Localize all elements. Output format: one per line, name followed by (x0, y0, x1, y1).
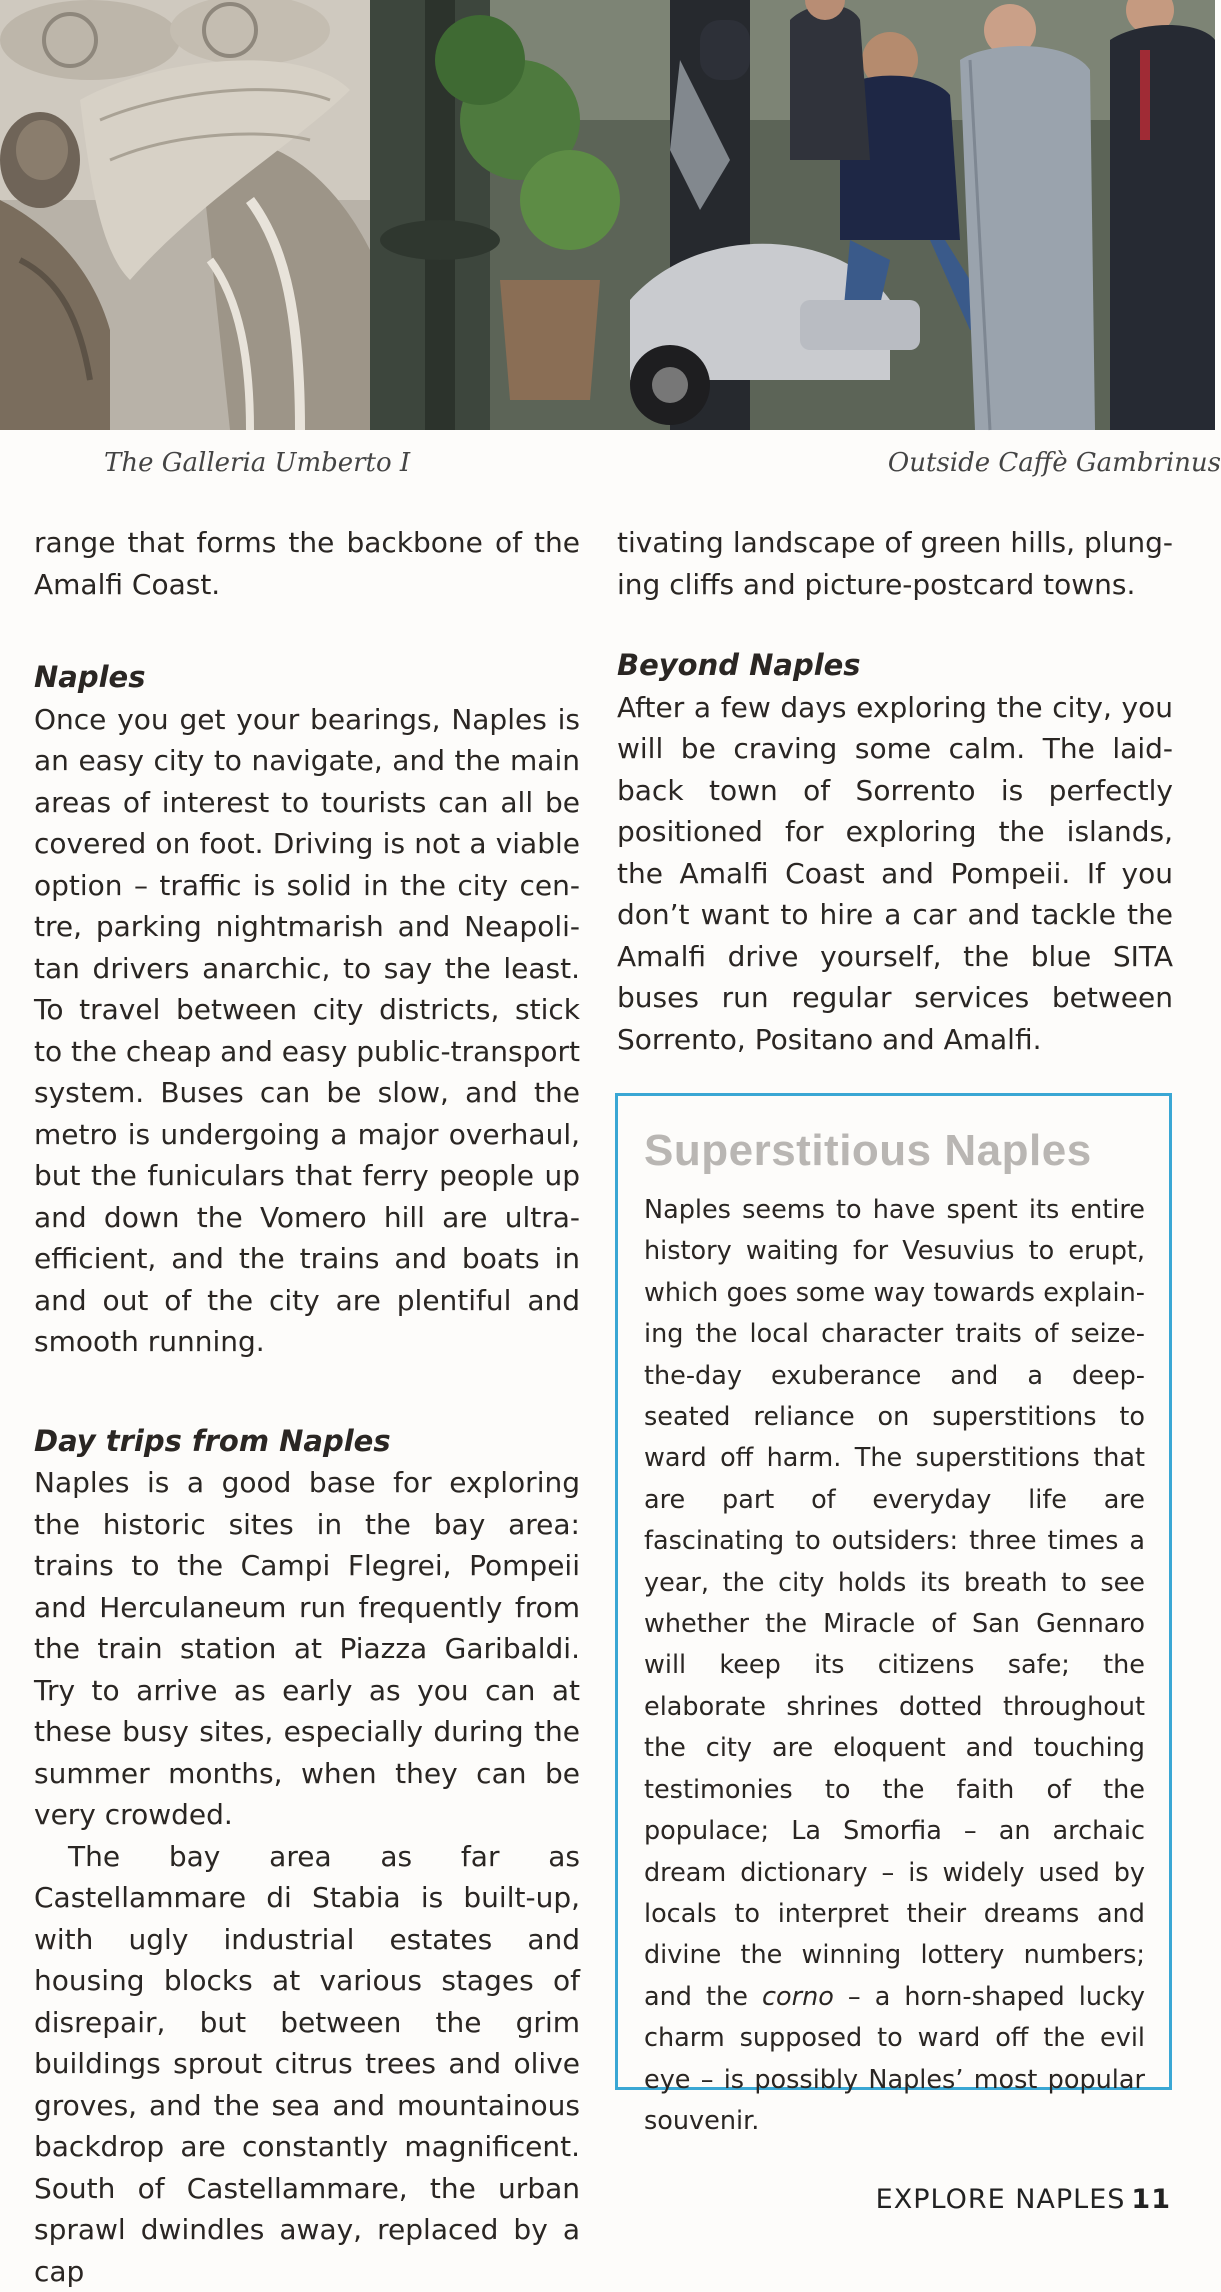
galleria-umberto-photo (0, 0, 370, 430)
intro-paragraph: range that forms the backbone of the Amalfi Coast. (34, 522, 580, 605)
caption-galleria: The Galleria Umberto I (104, 448, 410, 478)
photo-strip (0, 0, 1215, 430)
street-scene-image (370, 0, 1215, 430)
superstitious-naples-box (615, 1093, 1172, 2090)
galleria-statue-image (0, 0, 370, 430)
sidebar-text-before: Naples seems to have spent its entire history waiting for Vesuvius to erupt, which goes some way towards explaining the local character traits of seize-the-day exuberance and a deep-seated reliance on superstitions to ward off harm. The superstitions that are part of everyday life are fascinating to outsiders: three times a year, the city holds its breath to see whether the Miracle of San Gennaro will keep its citizens safe; the elaborate shrines dotted throughout the city are eloquent and touching testimonies to the faith of the populace; La Smorfia – an archaic dream dictionary – is widely used by locals to interpret their dreams and divine the winning lottery numbers; and the (644, 1195, 1145, 2012)
beyond-naples-heading: Beyond Naples (617, 645, 1173, 687)
beyond-naples-paragraph: After a few days exploring the city, you will be craving some calm. The laid-back town of Sorrento is perfectly positioned for exploring the islands, the Amalfi Coast and Pompeii. If you don’t want to hire a car and tackle the Amalfi drive yourself, the blue SITA buses run regular services between Sorrento, Positano and Amalfi. (617, 687, 1173, 1061)
footer-label: EXPLORE NAPLES (876, 2184, 1126, 2215)
sidebar-paragraph (644, 1190, 1145, 2142)
daytrips-heading: Day trips from Naples (34, 1421, 580, 1463)
sidebar-text-after: – a horn-shaped lucky charm supposed to ward off the evil eye – is possibly Naples’ most popular souvenir. (644, 1982, 1145, 2136)
right-column (617, 522, 1173, 1060)
left-column (34, 522, 580, 2292)
sidebar-title: Superstitious Naples (644, 1126, 1145, 1176)
sidebar-text-corno: corno (762, 1982, 834, 2012)
caffe-gambrinus-photo (370, 0, 1215, 430)
daytrips-paragraph-2: The bay area as far as Castellammare di Stabia is built-up, with ugly industrial estates and housing blocks at various stages of disrepair, but between the grim buildings sprout citrus trees and olive groves, and the sea and mountainous backdrop are constantly magnificent. South of Castellammare, the urban sprawl dwindles away, replaced by a cap (34, 1836, 580, 2292)
page-footer (876, 2184, 1171, 2215)
daytrips-paragraph-1: Naples is a good base for exploring the historic sites in the bay area: trains to the Campi Flegrei, Pompeii and Herculaneum run frequently from the train station at Piazza Garibaldi. Try to arrive as early as you can at these busy sites, especially during the summer months, when they can be very crowded. (34, 1462, 580, 1836)
page-number: 11 (1131, 2184, 1171, 2215)
caption-caffe: Outside Caffè Gambrinus (888, 448, 1221, 478)
naples-paragraph: Once you get your bearings, Naples is an easy city to navigate, and the main areas of interest to tourists can all be covered on foot. Driving is not a viable option – traffic is solid in the city centre, parking nightmarish and Neapolitan drivers anarchic, to say the least. To travel between city districts, stick to the cheap and easy public-transport system. Buses can be slow, and the metro is undergoing a major overhaul, but the funiculars that ferry people up and down the Vomero hill are ultra-efficient, and the trains and boats in and out of the city are plentiful and smooth running. (34, 699, 580, 1363)
naples-heading: Naples (34, 657, 580, 699)
continued-paragraph: tivating landscape of green hills, plunging cliffs and picture-postcard towns. (617, 522, 1173, 605)
